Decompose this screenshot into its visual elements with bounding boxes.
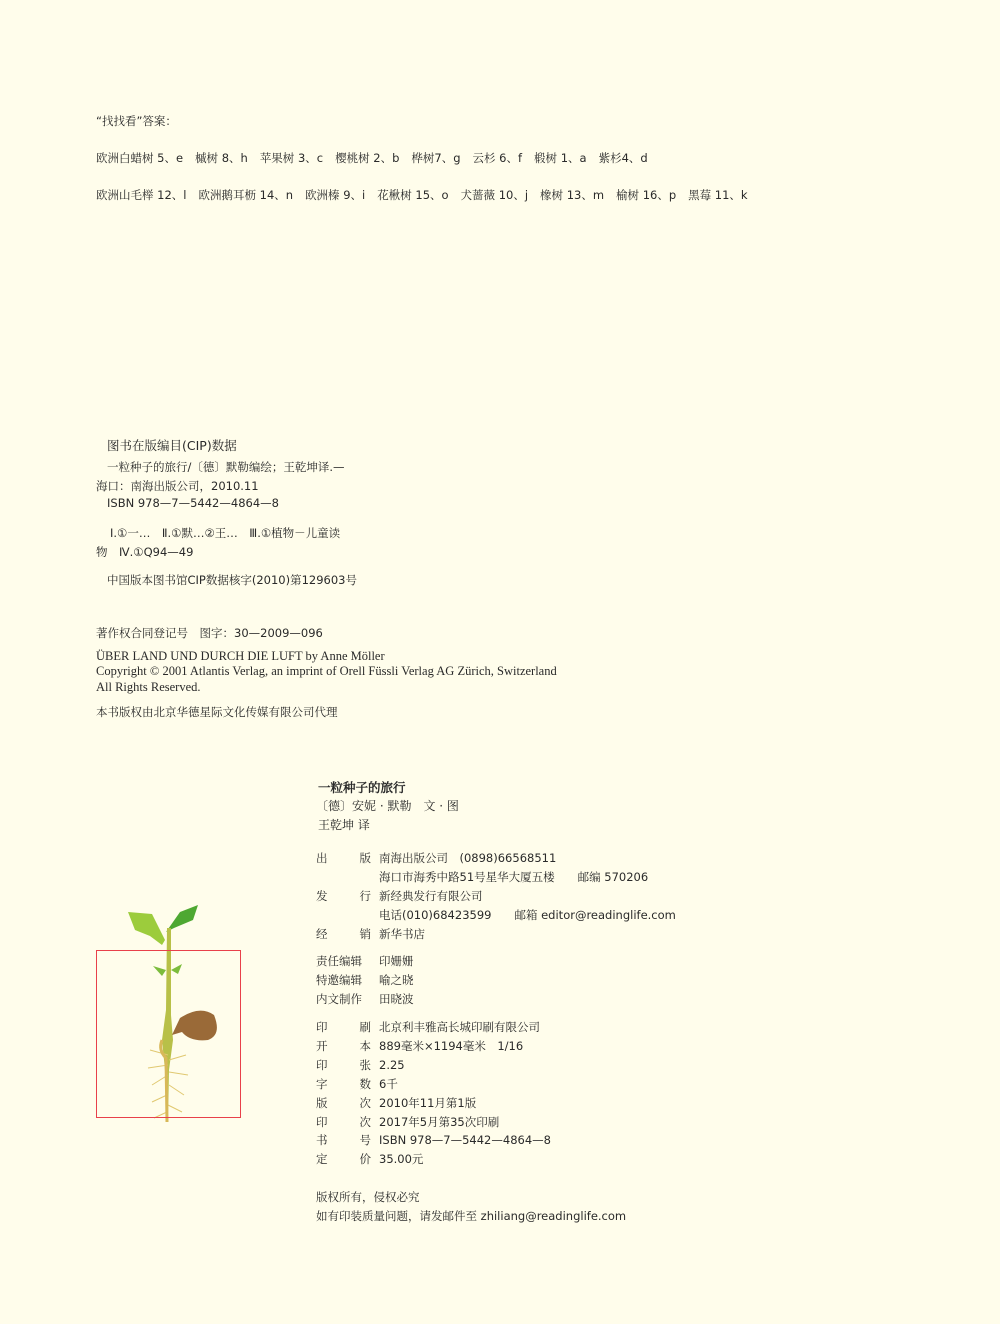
detail-label-char: 特邀编辑 <box>316 973 362 988</box>
detail-value: 35.00元 <box>379 1152 424 1167</box>
detail-label <box>316 906 379 925</box>
detail-label <box>316 887 379 906</box>
detail-row <box>316 952 676 971</box>
answer-item: 欧洲鹅耳枥 14、n <box>198 188 294 202</box>
detail-label-char: 版 <box>316 1095 328 1110</box>
detail-label <box>316 1094 379 1113</box>
answer-item: 欧洲山毛榉 12、l <box>96 188 187 202</box>
answer-item: 紫杉4、d <box>598 151 648 165</box>
detail-value: 电话(010)68423599 邮箱 editor@readinglife.com <box>379 907 676 922</box>
detail-label-char: 内文制作 <box>316 992 362 1007</box>
answer-item: 椴树 1、a <box>534 151 587 165</box>
detail-label-char: 发 <box>316 888 328 903</box>
detail-label-char: 印 <box>316 1020 328 1035</box>
detail-row <box>316 1094 676 1113</box>
detail-row <box>316 990 676 1009</box>
contract-number: 著作权合同登记号 图字：30—2009—096 <box>96 626 323 640</box>
answer-item: 苹果树 3、c <box>259 151 324 165</box>
detail-label <box>316 1075 379 1094</box>
answer-item: 花楸树 15、o <box>377 188 449 202</box>
answer-item: 槭树 8、h <box>195 151 248 165</box>
detail-row <box>316 1131 676 1150</box>
cip-heading: 图书在版编目(CIP)数据 <box>107 438 237 453</box>
detail-value: 2010年11月第1版 <box>379 1095 477 1110</box>
detail-value: 新华书店 <box>379 926 425 941</box>
detail-label-char: 责任编辑 <box>316 954 362 969</box>
detail-label-char: 号 <box>359 1133 371 1148</box>
detail-label <box>316 1113 379 1132</box>
detail-value: 印姗姗 <box>379 954 414 969</box>
detail-label-char: 开 <box>316 1039 328 1054</box>
detail-label-char: 行 <box>359 888 371 903</box>
detail-row <box>316 906 676 925</box>
detail-label-char: 刷 <box>359 1020 371 1035</box>
rights-reserved: All Rights Reserved. <box>96 680 201 694</box>
footer-contact: 如有印装质量问题，请发邮件至 zhiliang@readinglife.com <box>316 1209 627 1223</box>
detail-label-char: 销 <box>359 926 371 941</box>
answer-item: 桦树7、g <box>411 151 461 165</box>
group-gap <box>316 1009 676 1018</box>
detail-label <box>316 868 379 887</box>
detail-label-char: 本 <box>359 1039 371 1054</box>
cip-line: ISBN 978—7—5442—4864—8 <box>107 496 279 510</box>
detail-label <box>316 1150 379 1169</box>
detail-value: 新经典发行有限公司 <box>379 888 483 903</box>
answers-row-1 <box>96 150 660 166</box>
answer-item: 犬蔷薇 10、j <box>460 188 529 202</box>
detail-label-char: 字 <box>316 1076 328 1091</box>
detail-row <box>316 971 676 990</box>
detail-label-char: 书 <box>316 1133 328 1148</box>
detail-row <box>316 1113 676 1132</box>
detail-label <box>316 925 379 944</box>
answer-item: 欧洲白蜡树 5、e <box>96 151 184 165</box>
detail-value: 2.25 <box>379 1057 405 1072</box>
detail-row <box>316 925 676 944</box>
cip-line: 一粒种子的旅行/〔德〕默勒编绘；王乾坤译.— <box>107 460 345 474</box>
answer-item: 云杉 6、f <box>472 151 523 165</box>
detail-label-char: 数 <box>359 1076 371 1091</box>
book-title: 一粒种子的旅行 <box>318 780 406 795</box>
detail-row <box>316 868 676 887</box>
cip-line: Ⅰ.①一… Ⅱ.①默…②王… Ⅲ.①植物－儿童读 <box>110 526 341 540</box>
cip-line: 中国版本图书馆CIP数据核字(2010)第129603号 <box>107 573 357 587</box>
group-gap <box>316 943 676 952</box>
detail-label-char: 价 <box>359 1152 371 1167</box>
detail-label-char: 版 <box>359 851 371 865</box>
detail-row <box>316 1150 676 1169</box>
detail-row <box>316 1056 676 1075</box>
detail-row <box>316 1037 676 1056</box>
answer-item: 樱桃树 2、b <box>335 151 400 165</box>
detail-label <box>316 1131 379 1150</box>
detail-label <box>316 849 379 868</box>
answer-item: 榆树 16、p <box>616 188 677 202</box>
footer-rights: 版权所有，侵权必究 <box>316 1190 420 1204</box>
detail-label-char: 次 <box>359 1114 371 1129</box>
answers-heading: “找找看”答案： <box>96 114 177 128</box>
detail-label-char: 印 <box>316 1114 328 1129</box>
detail-value: 889毫米×1194毫米 1/16 <box>379 1039 524 1054</box>
detail-value: 田晓波 <box>379 992 414 1007</box>
detail-value: 6千 <box>379 1076 398 1091</box>
detail-label <box>316 1037 379 1056</box>
detail-label <box>316 1056 379 1075</box>
detail-value: 海口市海秀中路51号星华大厦五楼 邮编 570206 <box>379 869 649 884</box>
detail-label-char: 次 <box>359 1095 371 1110</box>
rights-agent: 本书版权由北京华德星际文化传媒有限公司代理 <box>96 705 338 719</box>
detail-label-char: 经 <box>316 926 328 941</box>
cip-line: 物 Ⅳ.①Q94—49 <box>96 545 194 559</box>
detail-label-char: 张 <box>359 1057 371 1072</box>
detail-row <box>316 1018 676 1037</box>
detail-value: 北京利丰雅高长城印刷有限公司 <box>379 1020 540 1035</box>
detail-label <box>316 952 379 971</box>
publication-details <box>316 849 676 1169</box>
detail-label <box>316 990 379 1009</box>
detail-label-char: 定 <box>316 1152 328 1167</box>
highlight-box <box>96 950 241 1118</box>
answers-row-2 <box>96 187 760 203</box>
detail-row <box>316 1075 676 1094</box>
original-title: ÜBER LAND UND DURCH DIE LUFT by Anne Möller <box>96 649 385 663</box>
book-author: 〔德〕安妮 · 默勒 文 · 图 <box>316 799 459 813</box>
detail-label <box>316 971 379 990</box>
copyright-line: Copyright © 2001 Atlantis Verlag, an imprint of Orell Füssli Verlag AG Zürich, Switzerland <box>96 664 557 678</box>
detail-label <box>316 1018 379 1037</box>
leaf-right <box>166 905 198 932</box>
detail-value: 喻之晓 <box>379 973 414 988</box>
leaf-left <box>128 912 165 945</box>
answer-item: 橡树 13、m <box>540 188 605 202</box>
detail-row <box>316 887 676 906</box>
detail-value: 南海出版公司 (0898)66568511 <box>379 851 557 865</box>
detail-value: 2017年5月第35次印刷 <box>379 1114 500 1129</box>
answer-item: 黑莓 11、k <box>688 188 748 202</box>
detail-row <box>316 849 676 868</box>
detail-label-char: 印 <box>316 1057 328 1072</box>
cip-line: 海口：南海出版公司，2010.11 <box>96 479 259 493</box>
detail-label-char: 出 <box>316 851 328 865</box>
book-translator: 王乾坤 译 <box>318 818 370 832</box>
answer-item: 欧洲榛 9、i <box>305 188 366 202</box>
detail-value: ISBN 978—7—5442—4864—8 <box>379 1133 551 1148</box>
